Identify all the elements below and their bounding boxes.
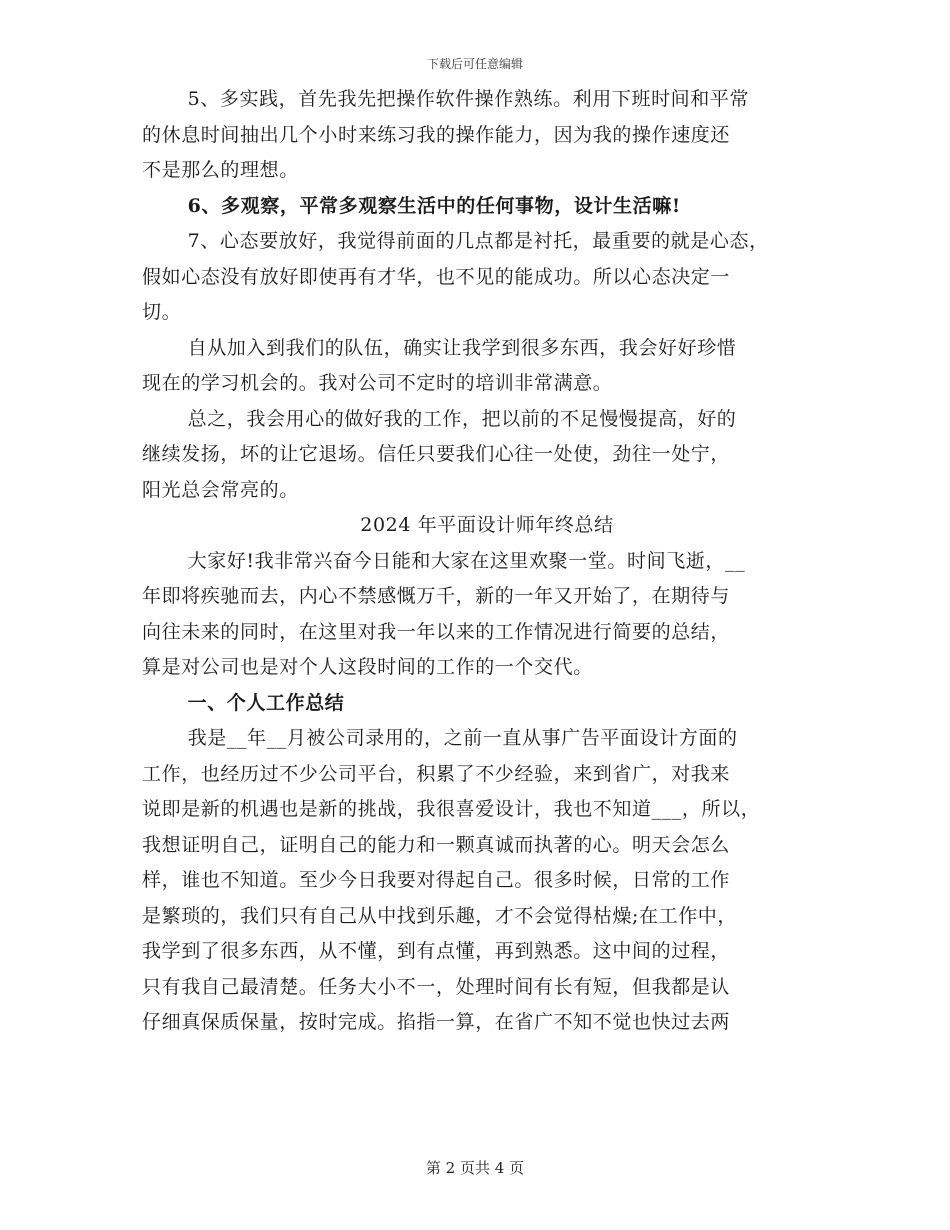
text-line: 总之，我会用心的做好我的工作，把以前的不足慢慢提高，好的: [187, 407, 737, 430]
heading-personal-summary: [142, 686, 832, 722]
text-line: 工作，也经历过不少公司平台，积累了不少经验，来到省广，对我来: [142, 762, 731, 785]
text-line: 阳光总会常亮的。: [142, 478, 299, 501]
paragraph-observe: [142, 189, 832, 225]
text-line: 说即是新的机遇也是新的挑战，我很喜爱设计，我也不知道___，所以，: [142, 798, 761, 820]
paragraph-personal-work: [142, 721, 832, 1041]
text-line: 不是那么的理想。: [142, 159, 299, 181]
text-line: 我想证明自己，证明自己的能力和一颗真诚而执著的心。明天会怎么: [142, 833, 731, 856]
text-line: 仔细真保质保量，按时完成。掐指一算，在省广不知不觉也快过去两: [142, 1011, 731, 1033]
text-line: 向往未来的同时，在这里对我一年以来的工作情况进行简要的总结，: [142, 620, 731, 643]
text-line: 切。: [142, 301, 182, 323]
page-header: 下载后可任意编辑: [426, 57, 523, 71]
page-footer: 第 2 页共 4 页: [425, 1159, 525, 1177]
paragraph-conclusion: [142, 402, 832, 509]
paragraph-practice: [142, 82, 832, 189]
text-line: 假如心态没有放好即使再有才华，也不见的能成功。所以心态决定一: [142, 265, 731, 288]
text-line: 的休息时间抽出几个小时来练习我的操作能力，因为我的操作速度还: [142, 123, 731, 146]
document-body: [142, 82, 832, 1041]
text-line: 年即将疾驰而去，内心不禁感慨万千，新的一年又开始了，在期待与: [142, 585, 731, 607]
text-line: 样，谁也不知道。至少今日我要对得起自己。很多时候，日常的工作: [142, 869, 731, 891]
text-line: 继续发扬，坏的让它退场。信任只要我们心往一处使，劲往一处宁，: [142, 443, 731, 465]
paragraph-mindset: [142, 224, 832, 331]
text-line: 我是__年__月被公司录用的，之前一直从事广告平面设计方面的: [187, 727, 738, 749]
paragraph-greeting: [142, 544, 832, 686]
text-line: 是繁琐的，我们只有自己从中找到乐趣，才不会觉得枯燥;在工作中，: [142, 904, 738, 927]
text-line: 5、多实践，首先我先把操作软件操作熟练。利用下班时间和平常: [187, 88, 750, 110]
text-line: 大家好!我非常兴奋今日能和大家在这里欢聚一堂。时间飞逝，__: [187, 549, 746, 572]
text-line: 6、多观察，平常多观察生活中的任何事物，设计生活嘛!: [187, 194, 681, 217]
text-line: 我学到了很多东西，从不懂，到有点懂，再到熟悉。这中间的过程，: [142, 940, 731, 962]
section-title: 2024 年平面设计师年终总结: [360, 514, 614, 536]
text-line: 一、个人工作总结: [187, 691, 345, 714]
paragraph-team: [142, 331, 832, 402]
text-line: 只有我自己最清楚。任务大小不一，处理时间有长有短，但我都是认: [142, 975, 731, 998]
text-line: 现在的学习机会的。我对公司不定时的培训非常满意。: [142, 372, 613, 394]
text-line: 算是对公司也是对个人这段时间的工作的一个交代。: [142, 656, 593, 678]
text-line: 自从加入到我们的队伍，确实让我学到很多东西，我会好好珍惜: [187, 336, 737, 359]
text-line: 7、心态要放好，我觉得前面的几点都是衬托，最重要的就是心态，: [187, 230, 769, 252]
